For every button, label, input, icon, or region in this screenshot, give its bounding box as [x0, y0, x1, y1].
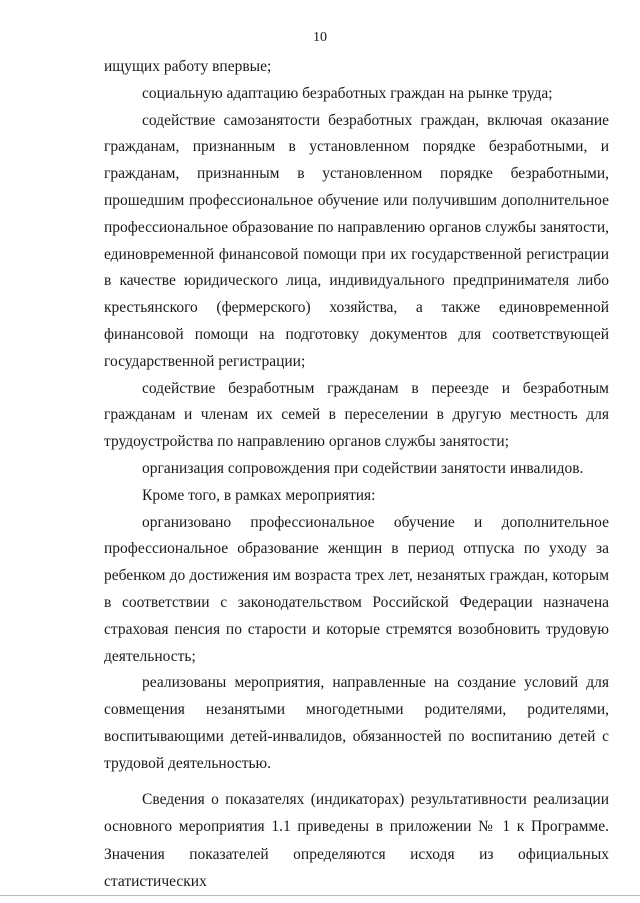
- paragraph-1: ищущих работу впервые;: [104, 58, 272, 75]
- paragraph-7: организовано профессиональное обучение и дополнительное профессиональное образование женщин в период отпуска по уходу за ребенком до достижения им возраста трех лет, незанятых граждан, которым в соответствии с законодательством Российской Федерации назначена страховая пенсия по старости и которые стремятся возобновить трудовую деятельность;: [104, 513, 609, 665]
- paragraph-3: содействие самозанятости безработных граждан, включая оказание гражданам, признанным в установленном порядке безработными, и гражданам, признанным в установленном порядке безработными, прошедшим профессиональное обучение или получившим дополнительное профессиональное образование по направлению органов службы занятости, единовременной финансовой помощи при их государственной регистрации в качестве юридического лица, индивидуального предпринимателя либо крестьянского (фермерского) хозяйства, а также единовременной финансовой помощи на подготовку документов для соответствующей государственной регистрации;: [104, 111, 609, 370]
- paragraph-5: организация сопровождения при содействии занятости инвалидов.: [142, 459, 584, 477]
- paragraph-6: Кроме того, в рамках мероприятия:: [142, 486, 376, 504]
- paragraph-9: Сведения о показателях (индикаторах) результативности реализации основного мероприятия 1.1 приведены в приложении № 1 к Программе. Значения показателей определяются исходя из официальных статистических: [104, 790, 609, 891]
- paragraph-4: содействие безработным гражданам в переезде и безработным гражданам и членам их семей в переселении в другую местность для трудоустройства по направлению органов службы занятости;: [104, 379, 609, 451]
- page-number: 10: [313, 30, 327, 45]
- paragraph-2: социальную адаптацию безработных граждан на рынке труда;: [142, 84, 553, 102]
- paragraph-8: реализованы мероприятия, направленные на создание условий для совмещения незанятыми многодетными родителями, родителями, воспитывающими детей-инвалидов, обязанностей по воспитанию детей с трудовой деятельностью.: [104, 674, 609, 772]
- document-body: [104, 54, 609, 896]
- page-bottom-edge: [0, 895, 640, 896]
